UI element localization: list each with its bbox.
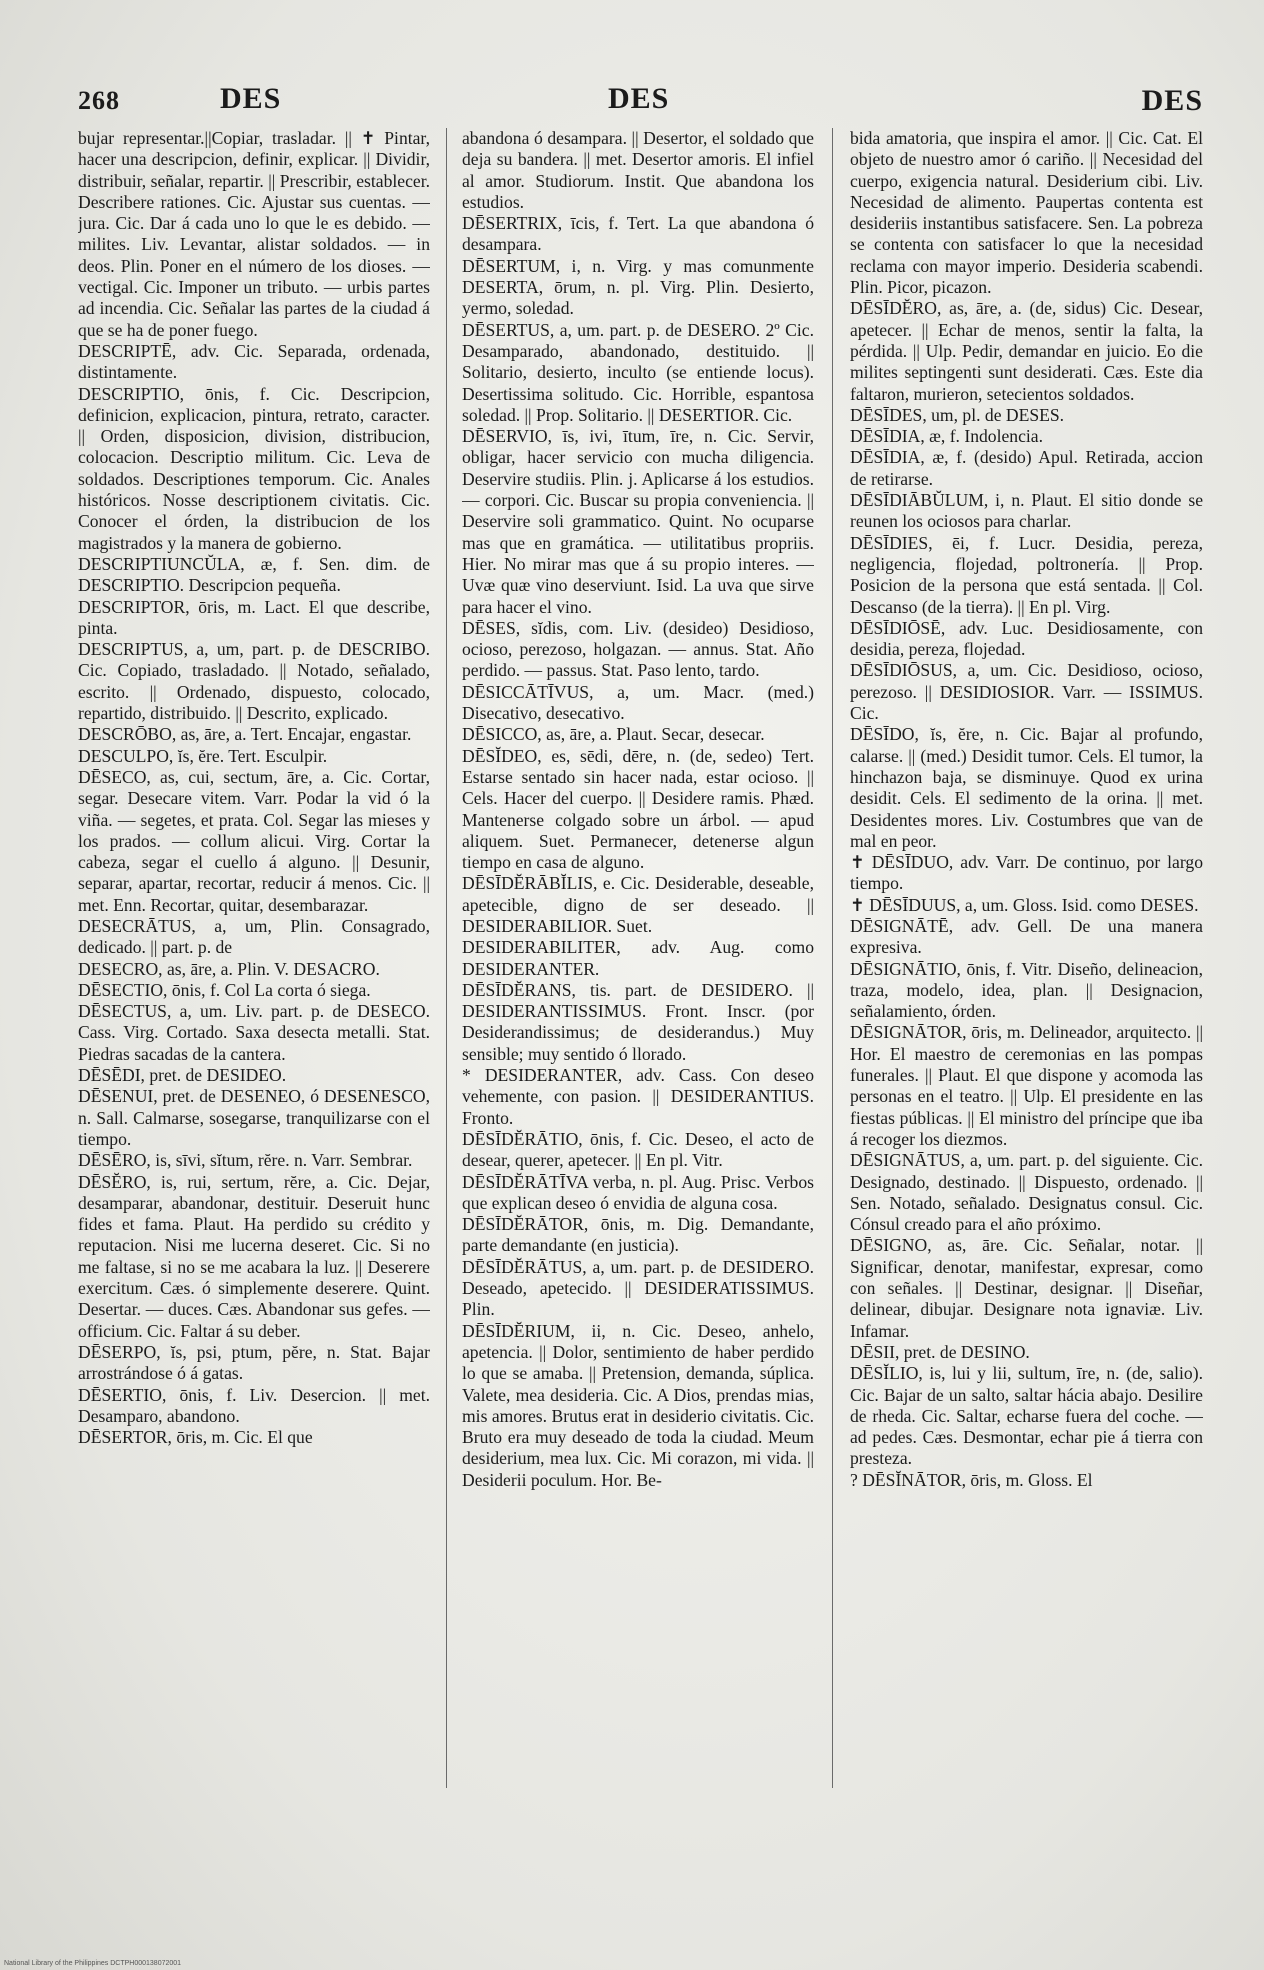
dictionary-entry: DĒSII, pret. de DESINO. bbox=[850, 1341, 1030, 1362]
dictionary-entry: DESECRO, as, āre, a. Plin. V. DESACRO. bbox=[78, 958, 380, 979]
dictionary-entry: DĒSĪDĔRĀTOR, ōnis, m. Dig. Demandante, parte demandante (en justicia). bbox=[462, 1214, 814, 1256]
guide-word-right: DES bbox=[1141, 84, 1203, 117]
scan-footer: National Library of the Philippines DCTPH000138072001 bbox=[4, 1960, 182, 1967]
dictionary-entry: DĒSĪDIĀBŬLUM, i, n. Plaut. El sitio donde se reunen los ociosos para charlar. bbox=[850, 490, 1203, 532]
dictionary-entry: DESCRIPTIO, ōnis, f. Cic. Descripcion, definicion, explicacion, pintura, retrato, caracter. || Orden, disposicion, division, distribucion, colocacion. Descriptio militum. Cic. Leva de soldados. Descriptiones temporum. Cic. Anales históricos. Nosse descriptionem civitatis. Cic. Conocer el órden, la distribucion de los magistrados y la manera de gobierno. bbox=[78, 383, 430, 553]
guide-word-center: DES bbox=[608, 82, 670, 115]
dictionary-entry: * DESIDERANTER, adv. Cass. Con deseo vehemente, con pasion. || DESIDERANTIUS. Fronto. bbox=[462, 1065, 814, 1128]
dictionary-entry: DĒSĔRO, is, rui, sertum, rĕre, a. Cic. Dejar, desamparar, abandonar, destituir. Deseruit hunc fides et fama. Plaut. Ha perdido su crédito y reputacion. Nisi me lucerna deseret. Cic. Si no me faltase, si no se me acabara la luz. || Deserere exercitum. Cæs. ó simplemente deserere. Quint. Desertar. — duces. Cæs. Abandonar sus gefes. — officium. Cic. Faltar á su deber. bbox=[78, 1171, 430, 1341]
dictionary-entry: DĒSĪDIA, æ, f. (desido) Apul. Retirada, accion de retirarse. bbox=[850, 447, 1203, 489]
dictionary-entry: DĒSECTUS, a, um. Liv. part. p. de DESECO. Cass. Virg. Cortado. Saxa desecta metalli. Stat. Piedras sacadas de la cantera. bbox=[78, 1001, 430, 1064]
dictionary-entry: DĒSERTUM, i, n. Virg. y mas comunmente DESERTA, ōrum, n. pl. Virg. Plin. Desierto, yermo, soledad. bbox=[462, 255, 814, 319]
column-3 bbox=[850, 128, 1203, 1918]
dictionary-entry: DĒSĬDEO, es, sēdi, dēre, n. (de, sedeo) Tert. Estarse sentado sin hacer nada, estar ocioso. || Cels. Hacer del cuerpo. || Desidere ramis. Phæd. Mantenerse colgado sobre un árbol. — apud aliquem. Suet. Permanecer, detenerse algun tiempo en casa de alguno. bbox=[462, 745, 814, 873]
dictionary-entry: DĒSĬLIO, is, lui y lii, sultum, īre, n. (de, salio). Cic. Bajar de un salto, saltar hácia abajo. Desilire de rheda. Cic. Saltar, echarse fuera del coche. — ad pedes. Cæs. Desmontar, echar pie á tierra con presteza. bbox=[850, 1363, 1203, 1469]
dictionary-entry: DESCRIPTĒ, adv. Cic. Separada, ordenada, distintamente. bbox=[78, 340, 430, 383]
dictionary-entry: DESCULPO, ĭs, ĕre. Tert. Esculpir. bbox=[78, 745, 328, 766]
dictionary-entry: DĒSĪDĔRO, as, āre, a. (de, sidus) Cic. Desear, apetecer. || Echar de menos, sentir la falta, la pérdida. || Ulp. Pedir, demandar en juicio. Eo die milites septingenti sunt desiderati. Cæs. Este dia faltaron, murieron, setecientos soldados. bbox=[850, 298, 1203, 404]
dictionary-entry: DĒSĪDIA, æ, f. Indolencia. bbox=[850, 426, 1043, 447]
dictionary-entry: DESCRŌBO, as, āre, a. Tert. Encajar, engastar. bbox=[78, 724, 412, 745]
dictionary-entry: DĒSICCĀTĪVUS, a, um. Macr. (med.) Disecativo, desecativo. bbox=[462, 681, 814, 724]
dictionary-entry: DĒSICCO, as, āre, a. Plaut. Secar, desecar. bbox=[462, 724, 765, 745]
dictionary-entry: DĒSERTOR, ōris, m. Cic. El que bbox=[78, 1427, 313, 1448]
dictionary-entry: ✝ DĒSĪDUO, adv. Varr. De continuo, por largo tiempo. bbox=[850, 852, 1203, 894]
dictionary-entry: DĒSĪDIŌSĒ, adv. Luc. Desidiosamente, con desidia, pereza, flojedad. bbox=[850, 617, 1203, 660]
dictionary-entry: DESECRĀTUS, a, um, Plin. Consagrado, dedicado. || part. p. de bbox=[78, 915, 430, 958]
dictionary-entry: DĒSERTRIX, īcis, f. Tert. La que abandona ó desampara. bbox=[462, 213, 814, 255]
dictionary-entry: DĒSECO, as, cui, sectum, āre, a. Cic. Cortar, segar. Desecare vitem. Varr. Podar la vid ó la viña. — segetes, et prata. Col. Segar las mieses y los prados. — collum alicui. Virg. Cortar la cabeza, segar el cuello á alguno. || Desunir, separar, apartar, recortar, reducir á menos. Cic. || met. Enn. Recortar, quitar, desembarazar. bbox=[78, 766, 430, 915]
dictionary-entry: DĒSĪDES, um, pl. de DESES. bbox=[850, 404, 1065, 425]
dictionary-entry: DĒSIGNĀTUS, a, um. part. p. del siguiente. Cic. Designado, destinado. || Dispuesto, ordenado. || Sen. Notado, señalado. Designatus consul. Cic. Cónsul creado para el año próximo. bbox=[850, 1150, 1203, 1235]
dictionary-entry: DĒSERPO, ĭs, psi, ptum, pĕre, n. Stat. Bajar arrostrándose ó á gatas. bbox=[78, 1341, 430, 1384]
dictionary-entry: DĒSĪDĔRANS, tis. part. de DESIDERO. || DESIDERANTISSIMUS. Front. Inscr. (por Desiderandissimus; de desiderandus.) Muy sensible; muy sentido ó llorado. bbox=[462, 979, 814, 1064]
dictionary-entry: DĒSIGNĀTIO, ōnis, f. Vitr. Diseño, delineacion, traza, modelo, idea, plan. || Designacion, señalamiento, órden. bbox=[850, 958, 1203, 1022]
column-1 bbox=[78, 128, 430, 1918]
dictionary-entry: DĒSĒDI, pret. de DESIDEO. bbox=[78, 1065, 287, 1086]
dictionary-entry: DĒSĪDIŌSUS, a, um. Cic. Desidioso, ocioso, perezoso. || DESIDIOSIOR. Varr. — ISSIMUS. Cic. bbox=[850, 660, 1203, 724]
dictionary-entry: DESIDERABILITER, adv. Aug. como DESIDERANTER. bbox=[462, 937, 814, 979]
dictionary-entry: DĒSIGNĀTOR, ōris, m. Delineador, arquitecto. || Hor. El maestro de ceremonias en las pompas funerales. || Plaut. El que dispone y acomoda las personas en el teatro. || Ulp. El presidente en las fiestas públicas. || El ministro del príncipe que iba á recoger los diezmos. bbox=[850, 1022, 1203, 1149]
dictionary-entry: bida amatoria, que inspira el amor. || Cic. Cat. El objeto de nuestro amor ó cariño. || Necesidad del cuerpo, exigencia natural. Desiderium cibi. Liv. Necesidad de alimento. Paupertas contenta est desideriis instantibus satisfacere. Sen. La pobreza se contenta con satisfacer lo que la necesidad reclama con mayor imperio. Desideria scabendi. Plin. Picor, picazon. bbox=[850, 128, 1203, 298]
dictionary-entry: abandona ó desampara. || Desertor, el soldado que deja su bandera. || met. Desertor amoris. El infiel al amor. Studiorum. Instit. Que abandona los estudios. bbox=[462, 128, 814, 212]
dictionary-entry: DĒSENUI, pret. de DESENEO, ó DESENESCO, n. Sall. Calmarse, sosegarse, tranquilizarse con el tiempo. bbox=[78, 1086, 430, 1149]
dictionary-entry: DĒSĪDĔRĀTUS, a, um. part. p. de DESIDERO. Deseado, apetecido. || DESIDERATISSIMUS. Plin. bbox=[462, 1256, 814, 1320]
dictionary-entry: DĒSERTUS, a, um. part. p. de DESERO. 2º Cic. Desamparado, abandonado, destituido. || Solitario, desierto, inculto (se entiende locus). Desertissima solitudo. Cic. Horrible, espantosa soledad. || Prop. Solitario. || DESERTIOR. Cic. bbox=[462, 319, 814, 425]
dictionary-entry: DĒSĪDĔRĀTĪVA verba, n. pl. Aug. Prisc. Verbos que explican deseo ó envidia de alguna cosa. bbox=[462, 1171, 814, 1213]
dictionary-entry: DESCRIPTIUNCŬLA, æ, f. Sen. dim. de DESCRIPTIO. Descripcion pequeña. bbox=[78, 553, 430, 596]
dictionary-entry: DĒSĪDĔRĀTIO, ōnis, f. Cic. Deseo, el acto de desear, querer, apetecer. || En pl. Vitr. bbox=[462, 1128, 814, 1171]
dictionary-entry: ✝ DĒSĪDUUS, a, um. Gloss. Isid. como DESES. bbox=[850, 894, 1199, 915]
page-header bbox=[78, 82, 1203, 122]
dictionary-entry: DĒSĒRO, is, sīvi, sĭtum, rĕre. n. Varr. Sembrar. bbox=[78, 1150, 413, 1171]
guide-word-left: DES bbox=[220, 82, 282, 115]
dictionary-entry: DĒSES, sĭdis, com. Liv. (desideo) Desidioso, ocioso, perezoso, holgazan. — annus. Stat. Año perdido. — passus. Stat. Paso lento, tardo. bbox=[462, 617, 814, 681]
column-divider bbox=[832, 128, 833, 1788]
dictionary-entry: DESCRIPTUS, a, um, part. p. de DESCRIBO. Cic. Copiado, trasladado. || Notado, señalado, escrito. || Ordenado, dispuesto, colocado, repartido, distribuido. || Descrito, explicado. bbox=[78, 639, 430, 724]
column-divider bbox=[446, 128, 447, 1788]
page-number: 268 bbox=[78, 86, 120, 115]
dictionary-entry: DĒSERVIO, īs, ivi, ītum, īre, n. Cic. Servir, obligar, hacer servicio con mucha diligencia. Deservire studiis. Plin. j. Aplicarse á los estudios. — corpori. Cic. Buscar su propia conveniencia. || Deservire soli grammatico. Quint. No ocuparse mas que en gramática. — utilitatibus propriis. Hier. No mirar mas que á su propio interes. — Uvæ quæ vino deserviunt. Isid. La uva que sirve para hacer el vino. bbox=[462, 426, 814, 617]
dictionary-entry: DĒSIGNO, as, āre. Cic. Señalar, notar. || Significar, denotar, manifestar, expresar, como con señales. || Destinar, designar. || Diseñar, delinear, dibujar. Designare nota ignaviæ. Liv. Infamar. bbox=[850, 1235, 1203, 1341]
dictionary-entry: DĒSIGNĀTĒ, adv. Gell. De una manera expresiva. bbox=[850, 915, 1203, 958]
dictionary-entry: bujar representar.||Copiar, trasladar. || ✝ Pintar, hacer una descripcion, definir, explicar. || Dividir, distribuir, señalar, repartir. || Prescribir, establecer. Describere rationes. Cic. Ajustar sus cuentas. — jura. Cic. Dar á cada uno lo que le es debido. — milites. Liv. Levantar, alistar soldados. — in deos. Plin. Poner en el número de los dioses. — vectigal. Cic. Imponer un tributo. — urbis partes ad incendia. Cic. Señalar las partes de la ciudad á que se ha de poner fuego. bbox=[78, 128, 430, 340]
dictionary-entry: DĒSĪDO, ĭs, ĕre, n. Cic. Bajar al profundo, calarse. || (med.) Desidit tumor. Cels. El tumor, la hinchazon baja, se disminuye. Quod ex urina desidit. Cels. El sedimento de la orina. || met. Desidentes mores. Liv. Costumbres que van de mal en peor. bbox=[850, 724, 1203, 851]
dictionary-entry: DĒSĪDIES, ēi, f. Lucr. Desidia, pereza, negligencia, flojedad, poltronería. || Prop. Posicion de la persona que está sentada. || Col. Descanso (de la tierra). || En pl. Virg. bbox=[850, 532, 1203, 617]
dictionary-entry: DĒSECTIO, ōnis, f. Col La corta ó siega. bbox=[78, 979, 371, 1000]
dictionary-entry: DESCRIPTOR, ōris, m. Lact. El que describe, pinta. bbox=[78, 596, 430, 638]
dictionary-entry: DĒSĪDĔRĀBĬLIS, e. Cic. Desiderable, deseable, apetecible, digno de ser deseado. || DESIDERABILIOR. Suet. bbox=[462, 873, 814, 936]
dictionary-entry: DĒSĪDĔRIUM, ii, n. Cic. Deseo, anhelo, apetencia. || Dolor, sentimiento de haber perdido lo que se amaba. || Pretension, demanda, súplica. Valete, mea desideria. Cic. A Dios, prendas mias, mis amores. Brutus erat in desiderio civitatis. Cic. Bruto era muy deseado de toda la ciudad. Meum desiderium, mea lux. Cic. Mi corazon, mi vida. || Desiderii poculum. Hor. Be- bbox=[462, 1320, 814, 1490]
dictionary-entry: ? DĒSĬNĀTOR, ōris, m. Gloss. El bbox=[850, 1469, 1093, 1490]
dictionary-entry: DĒSERTIO, ōnis, f. Liv. Desercion. || met. Desamparo, abandono. bbox=[78, 1384, 430, 1426]
column-2 bbox=[462, 128, 814, 1918]
